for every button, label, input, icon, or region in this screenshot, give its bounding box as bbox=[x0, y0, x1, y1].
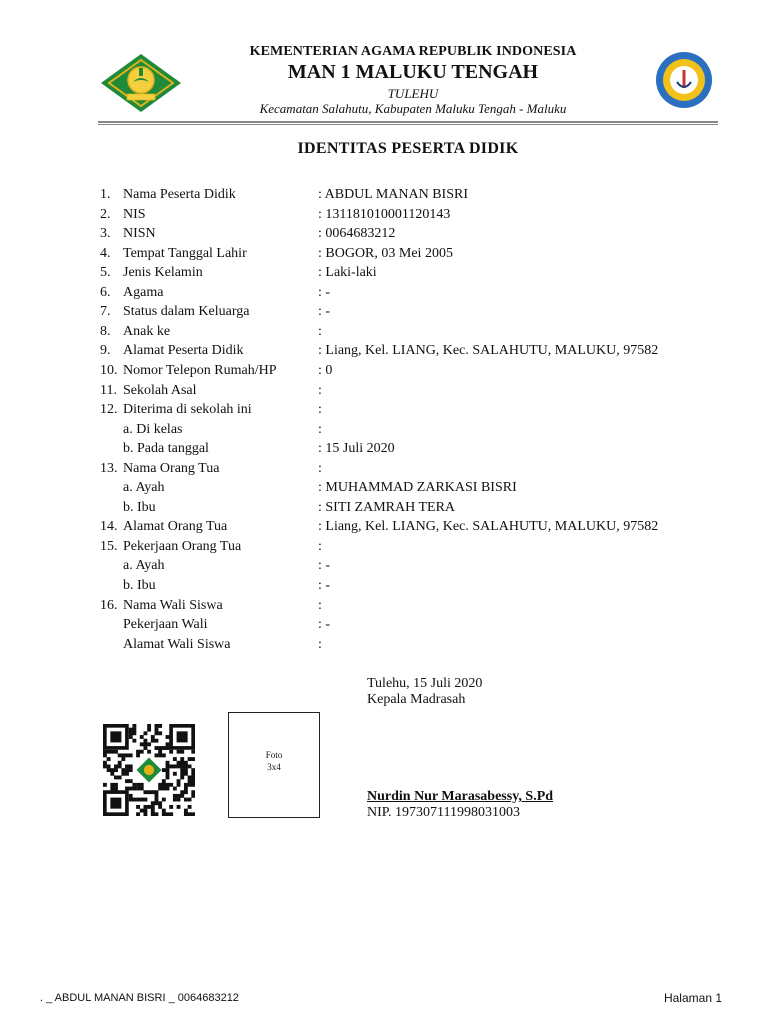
row-label: NISN bbox=[123, 226, 156, 242]
row-number: 15. bbox=[100, 538, 118, 554]
row-value: : bbox=[318, 402, 322, 418]
row-value: : BOGOR, 03 Mei 2005 bbox=[318, 245, 453, 261]
row-label: b. Ibu bbox=[123, 578, 156, 593]
row-number: 4. bbox=[100, 245, 111, 261]
row-value: : bbox=[318, 382, 322, 398]
row-value: : bbox=[318, 323, 322, 339]
row-number: 10. bbox=[100, 362, 118, 378]
row-number: 3. bbox=[100, 226, 111, 242]
row-number: 1. bbox=[100, 187, 111, 202]
qr-code bbox=[103, 724, 195, 816]
row-number: 12. bbox=[100, 402, 118, 418]
row-value: : 0064683212 bbox=[318, 226, 396, 242]
row-label: a. Ayah bbox=[123, 480, 165, 496]
row-label: Alamat Wali Siswa bbox=[123, 636, 231, 652]
row-label: Tempat Tanggal Lahir bbox=[123, 245, 247, 261]
row-number: 6. bbox=[100, 284, 111, 300]
signature-nip: NIP. 197307111998031003 bbox=[367, 805, 520, 820]
row-label: Status dalam Keluarga bbox=[123, 304, 250, 320]
row-label: NIS bbox=[123, 206, 146, 222]
school-city: TULEHU bbox=[387, 86, 439, 101]
photo-size: 3x4 bbox=[267, 762, 281, 772]
row-value: : Laki-laki bbox=[318, 265, 377, 281]
row-value: : - bbox=[318, 578, 331, 593]
document-title: IDENTITAS PESERTA DIDIK bbox=[297, 140, 519, 157]
row-number: 2. bbox=[100, 206, 111, 222]
row-label: a. Ayah bbox=[123, 558, 165, 574]
row-number: 5. bbox=[100, 265, 111, 281]
signature-place-date: Tulehu, 15 Juli 2020 bbox=[367, 676, 483, 691]
row-number: 11. bbox=[100, 382, 117, 398]
row-value: : bbox=[318, 538, 322, 554]
row-value: : - bbox=[318, 617, 331, 633]
row-value: : bbox=[318, 597, 322, 613]
row-value: : 0 bbox=[318, 362, 333, 378]
row-value: : bbox=[318, 421, 322, 437]
row-value: : 15 Juli 2020 bbox=[318, 441, 395, 457]
row-value: : bbox=[318, 636, 322, 652]
row-label: Sekolah Asal bbox=[123, 382, 197, 398]
row-label: Diterima di sekolah ini bbox=[123, 402, 252, 418]
row-label: Pekerjaan Orang Tua bbox=[123, 538, 242, 554]
signature-role: Kepala Madrasah bbox=[367, 692, 466, 707]
photo-label: Foto bbox=[265, 750, 283, 760]
row-value: : ABDUL MANAN BISRI bbox=[318, 187, 468, 202]
row-value: : Liang, Kel. LIANG, Kec. SALAHUTU, MALUKU, 97582 bbox=[318, 343, 659, 359]
row-label: Anak ke bbox=[123, 323, 171, 339]
header-divider-thin bbox=[98, 124, 718, 125]
row-value: : bbox=[318, 460, 322, 476]
row-label: Nomor Telepon Rumah/HP bbox=[123, 362, 277, 378]
row-label: b. Ibu bbox=[123, 499, 156, 515]
footer-page-number: Halaman 1 bbox=[663, 991, 722, 1005]
row-value: : Liang, Kel. LIANG, Kec. SALAHUTU, MALUKU, 97582 bbox=[318, 519, 659, 535]
row-number: 14. bbox=[100, 519, 118, 535]
row-value: : - bbox=[318, 304, 331, 320]
row-label: Agama bbox=[123, 284, 164, 300]
row-label: Pekerjaan Wali bbox=[123, 617, 208, 633]
signature-name: Nurdin Nur Marasabessy, S.Pd bbox=[367, 789, 554, 804]
row-label: Alamat Orang Tua bbox=[123, 519, 228, 535]
row-label: Alamat Peserta Didik bbox=[123, 343, 244, 359]
row-number: 13. bbox=[100, 460, 118, 476]
row-label: Nama Peserta Didik bbox=[123, 187, 236, 202]
row-value: : SITI ZAMRAH TERA bbox=[318, 499, 456, 515]
row-value: : - bbox=[318, 284, 331, 300]
row-label: Jenis Kelamin bbox=[123, 265, 203, 281]
ministry-name: KEMENTERIAN AGAMA REPUBLIK INDONESIA bbox=[249, 44, 577, 59]
row-label: Nama Wali Siswa bbox=[123, 597, 223, 613]
row-value: : - bbox=[318, 558, 331, 574]
school-name: MAN 1 MALUKU TENGAH bbox=[287, 61, 539, 83]
row-value: : MUHAMMAD ZARKASI BISRI bbox=[318, 480, 517, 496]
row-number: 16. bbox=[100, 597, 118, 613]
footer-filename: . _ ABDUL MANAN BISRI _ 0064683212 bbox=[40, 992, 239, 1004]
school-address: Kecamatan Salahutu, Kabupaten Maluku Tengah - Maluku bbox=[259, 101, 567, 116]
row-label: a. Di kelas bbox=[123, 421, 183, 437]
row-value: : 131181010001120143 bbox=[318, 206, 451, 222]
header-divider bbox=[98, 121, 718, 123]
row-number: 8. bbox=[100, 323, 111, 339]
row-label: Nama Orang Tua bbox=[123, 460, 220, 476]
row-number: 7. bbox=[100, 304, 111, 320]
row-number: 9. bbox=[100, 343, 111, 359]
row-label: b. Pada tanggal bbox=[123, 441, 209, 457]
photo-box bbox=[228, 712, 320, 818]
